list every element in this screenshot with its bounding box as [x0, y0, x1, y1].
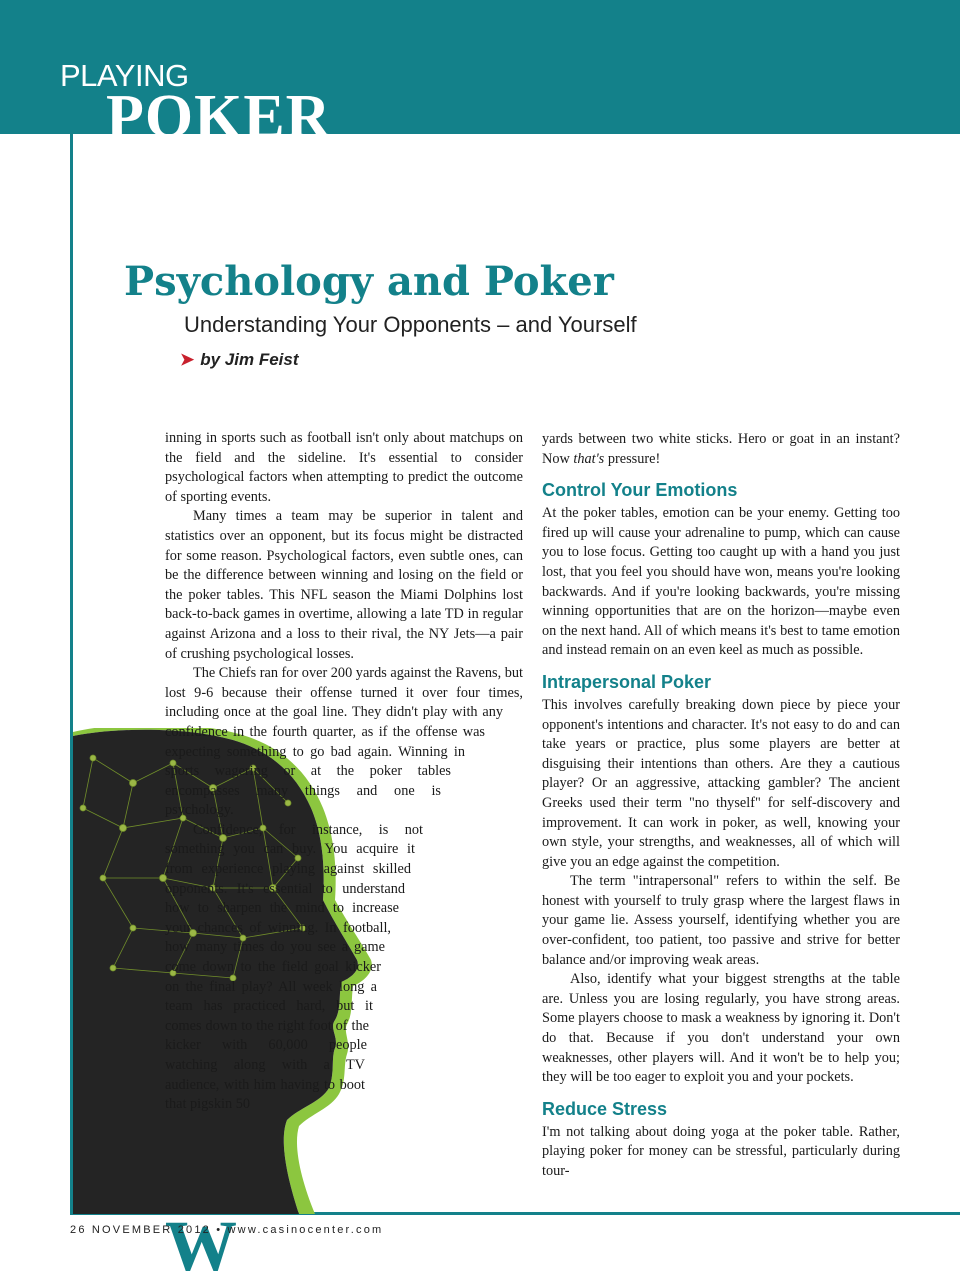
paragraph-10: I'm not talking about doing yoga at the poker table. Rather, playing poker for money can be stressful, particularly during tour-	[542, 1123, 900, 1179]
paragraph-5-emphasis: that's	[573, 450, 605, 467]
drop-cap: W	[165, 1206, 237, 1286]
article-subtitle: Understanding Your Opponents – and Yourself	[184, 312, 637, 337]
article-left-column	[165, 429, 523, 1286]
paragraph-6: At the poker tables, emotion can be your enemy. Getting too fired up will cause your adrenaline to pump, which can cause you to lose focus. Getting too caught up with a hand you just lost, that you feel you should have won, means you're looking backwards. And if you're looking backwards, you're missing winning opportunities that are on the horizon—maybe even on the next hand. All of which means it's best to tame emotion and instead remain on an even keel as much as possible.	[542, 505, 900, 659]
byline-author: by Jim Feist	[200, 350, 299, 369]
section-kicker: PLAYING	[60, 58, 189, 93]
heading-reduce-stress: Reduce Stress	[542, 1098, 668, 1119]
paragraph-9: Also, identify what your biggest strengths at the table are. Unless you are losing regularly, you have strong areas. Some players choose to mask a weakness by ignoring it. Don't do that. Because if you don't understand your own weaknesses, other players will. And it won't be to help you; they will be too eager to exploit you and your pockets.	[542, 971, 900, 1086]
section-banner	[0, 0, 960, 151]
arrow-icon: ➤	[180, 350, 195, 369]
paragraph-3: The Chiefs ran for over 200 yards against the Ravens, but lost 9-6 because their offense turned it over four times, including once at the goal line. They didn't play with any confidence in the fourth quarter, as if the offense was expecting something to go bad again. Winning in sports wagering or at the poker tables encompasses many things and one is psychology.	[165, 665, 523, 819]
paragraph-4: Confidence, for instance, is not something you can buy. You acquire it from experience playing against skilled opponents. It's essential to understand how to sharpen the mind to increase your chances of winning. In football, how many times do you see a game come down to the field goal kicker on the final play? All week long a team has practiced hard, but it comes down to the right foot of the kicker with 60,000 people watching along with a TV audience, with him having to boot that pigskin 50	[165, 821, 423, 1113]
paragraph-2: Many times a team may be superior in talent and statistics over an opponent, but its focus might be distracted for some reason. Psychological factors, even subtle ones, can be the difference between winning and losing on the field or the poker tables. This NFL season the Miami Dolphins lost back-to-back games in overtime, allowing a late TD in regular against Arizona and a loss to their rival, the NY Jets—a pair of crushing psychological losses.	[165, 508, 523, 662]
article-title: Psychology and Poker	[124, 258, 614, 305]
paragraph-7: This involves carefully breaking down piece by piece your opponent's intentions and character. It's not easy to do and can take years or practice, plus some players are better at disguising their intentions than others. Are they a cautious player? Or an aggressive, attacking gambler? The ancient Greeks used their term "no thyself" for self-discovery and improvement. It can work in poker, as well, knowing your own style, your strengths, and weaknesses, all of which will give you an edge against the competition.	[542, 696, 900, 870]
byline	[180, 350, 299, 370]
paragraph-5	[542, 430, 900, 469]
article-right-column	[542, 430, 900, 1182]
heading-intrapersonal-poker: Intrapersonal Poker	[542, 671, 712, 692]
paragraph-8: The term "intrapersonal" refers to within the self. Be honest with yourself to truly grasp where the largest flaws in your game lie. Assess yourself, identifying whether you are over-confident, too patient, too passive and strive for better balance and/or improving weak areas.	[542, 873, 900, 968]
section-title: POKER	[106, 83, 332, 151]
paragraph-5-text: yards between two white sticks. Hero or goat in an instant? Now	[542, 431, 900, 467]
heading-control-emotions: Control Your Emotions	[542, 480, 738, 501]
page-footer: 26 NOVEMBER 2012 • www.casinocenter.com	[70, 1224, 384, 1236]
paragraph-1-text: inning in sports such as football isn't only about matchups on the field and the sideline. It's essential to consider psychological factors when attempting to predict the outcome of sporting events.	[165, 430, 523, 505]
paragraph-5-end: pressure!	[604, 450, 661, 467]
